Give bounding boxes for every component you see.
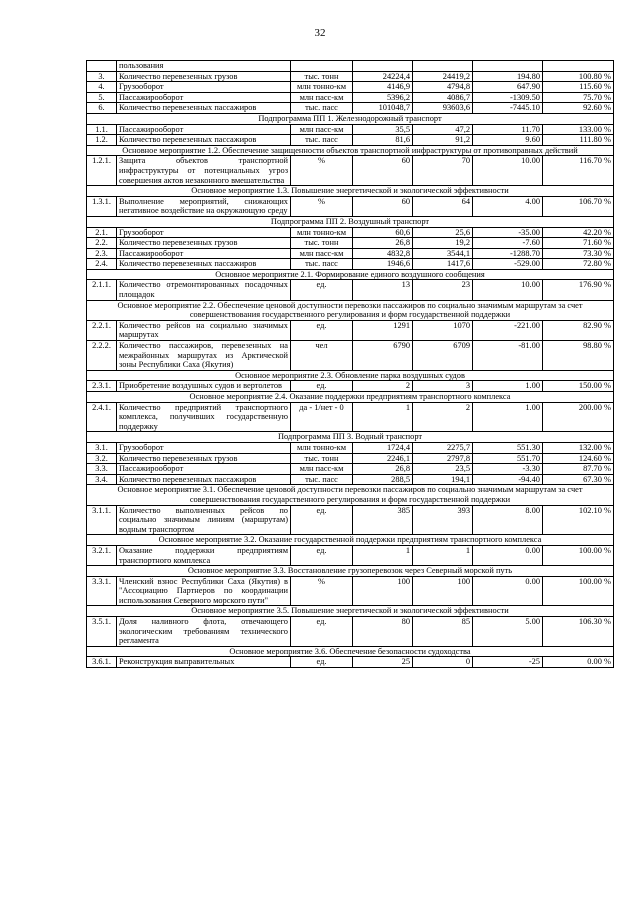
indicator-name: Количество перевезенных грузов bbox=[117, 238, 291, 249]
completion-percent: 124.60 % bbox=[543, 453, 614, 464]
row-number: 2.3.1. bbox=[87, 381, 117, 392]
table-row bbox=[87, 248, 614, 259]
deviation-value: -7.60 bbox=[473, 238, 543, 249]
section-header-row bbox=[87, 113, 614, 124]
section-header-row bbox=[87, 646, 614, 657]
completion-percent: 133.00 % bbox=[543, 124, 614, 135]
indicator-name: пользования bbox=[117, 61, 291, 72]
unit-of-measure: ед. bbox=[291, 657, 353, 668]
empty-cell bbox=[543, 61, 614, 72]
indicator-name: Защита объектов транспортной инфраструктуры от потенциальных угроз совершения актов незаконного вмешательства bbox=[117, 156, 291, 186]
row-number: 3.1.1. bbox=[87, 505, 117, 535]
deviation-value: 8.00 bbox=[473, 505, 543, 535]
table-row bbox=[87, 259, 614, 270]
table-row bbox=[87, 156, 614, 186]
actual-value: 25,6 bbox=[413, 227, 473, 238]
unit-of-measure: тыс. тонн bbox=[291, 453, 353, 464]
planned-value: 101048,7 bbox=[353, 103, 413, 114]
actual-value: 6709 bbox=[413, 341, 473, 371]
section-title: Основное мероприятие 2.2. Обеспечение ценовой доступности перевозки пассажиров по социально значимым маршрутам за счет совершенствования государственного регулирования и форм государственной поддержки bbox=[87, 300, 614, 320]
planned-value: 1 bbox=[353, 402, 413, 432]
deviation-value: -1288.70 bbox=[473, 248, 543, 259]
empty-cell bbox=[473, 61, 543, 72]
completion-percent: 98.80 % bbox=[543, 341, 614, 371]
completion-percent: 92.60 % bbox=[543, 103, 614, 114]
row-number: 1.2.1. bbox=[87, 156, 117, 186]
section-title: Основное мероприятие 2.4. Оказание поддержки предприятиям транспортного комплекса bbox=[87, 392, 614, 403]
actual-value: 2 bbox=[413, 402, 473, 432]
completion-percent: 116.70 % bbox=[543, 156, 614, 186]
deviation-value: -81.00 bbox=[473, 341, 543, 371]
section-header-row bbox=[87, 535, 614, 546]
indicator-name: Количество рейсов на социально значимых маршрутах bbox=[117, 320, 291, 340]
completion-percent: 100.00 % bbox=[543, 576, 614, 606]
deviation-value: -221.00 bbox=[473, 320, 543, 340]
row-number: 2.2.2. bbox=[87, 341, 117, 371]
unit-of-measure: ед. bbox=[291, 505, 353, 535]
actual-value: 194,1 bbox=[413, 474, 473, 485]
unit-of-measure: тыс. пасс bbox=[291, 135, 353, 146]
indicator-name: Грузооборот bbox=[117, 227, 291, 238]
deviation-value: 0.00 bbox=[473, 576, 543, 606]
section-header-row bbox=[87, 392, 614, 403]
indicator-name: Количество выполненных рейсов по социально значимым линиям (маршрутам) водным транспортом bbox=[117, 505, 291, 535]
deviation-value: -7445.10 bbox=[473, 103, 543, 114]
row-number: 5. bbox=[87, 92, 117, 103]
row-number: 3.1. bbox=[87, 442, 117, 453]
planned-value: 26,8 bbox=[353, 464, 413, 475]
actual-value: 23 bbox=[413, 280, 473, 300]
unit-of-measure: да - 1/нет - 0 bbox=[291, 402, 353, 432]
indicators-table bbox=[86, 60, 614, 668]
planned-value: 1 bbox=[353, 545, 413, 565]
completion-percent: 0.00 % bbox=[543, 657, 614, 668]
deviation-value: -35.00 bbox=[473, 227, 543, 238]
table-row bbox=[87, 135, 614, 146]
unit-of-measure: ед. bbox=[291, 280, 353, 300]
row-number: 3.5.1. bbox=[87, 617, 117, 647]
table-row bbox=[87, 464, 614, 475]
section-header-row bbox=[87, 269, 614, 280]
unit-of-measure: млн пасс-км bbox=[291, 248, 353, 259]
table-row bbox=[87, 280, 614, 300]
completion-percent: 100.00 % bbox=[543, 545, 614, 565]
actual-value: 3544,1 bbox=[413, 248, 473, 259]
row-number: 2.1. bbox=[87, 227, 117, 238]
indicator-name: Количество перевезенных грузов bbox=[117, 71, 291, 82]
table-row bbox=[87, 474, 614, 485]
unit-of-measure: % bbox=[291, 196, 353, 216]
row-number: 1.1. bbox=[87, 124, 117, 135]
table-row bbox=[87, 657, 614, 668]
deviation-value: 647.90 bbox=[473, 82, 543, 93]
actual-value: 1 bbox=[413, 545, 473, 565]
table-row bbox=[87, 442, 614, 453]
section-title: Основное мероприятие 1.2. Обеспечение защищенности объектов транспортной инфраструктуры от противоправных действий bbox=[87, 145, 614, 156]
section-header-row bbox=[87, 186, 614, 197]
completion-percent: 132.00 % bbox=[543, 442, 614, 453]
planned-value: 1946,6 bbox=[353, 259, 413, 270]
indicator-name: Выполнение мероприятий, снижающих негативное воздействие на окружающую среду bbox=[117, 196, 291, 216]
row-number: 4. bbox=[87, 82, 117, 93]
planned-value: 288,5 bbox=[353, 474, 413, 485]
indicator-name: Грузооборот bbox=[117, 442, 291, 453]
deviation-value: 194.80 bbox=[473, 71, 543, 82]
unit-of-measure: ед. bbox=[291, 617, 353, 647]
planned-value: 25 bbox=[353, 657, 413, 668]
section-title: Основное мероприятие 2.1. Формирование единого воздушного сообщения bbox=[87, 269, 614, 280]
deviation-value: 10.00 bbox=[473, 280, 543, 300]
completion-percent: 42.20 % bbox=[543, 227, 614, 238]
indicator-name: Количество перевезенных пассажиров bbox=[117, 474, 291, 485]
table-row bbox=[87, 453, 614, 464]
actual-value: 0 bbox=[413, 657, 473, 668]
deviation-value: 1.00 bbox=[473, 402, 543, 432]
table-row bbox=[87, 576, 614, 606]
actual-value: 393 bbox=[413, 505, 473, 535]
table-row bbox=[87, 196, 614, 216]
unit-of-measure: % bbox=[291, 576, 353, 606]
actual-value: 2797,8 bbox=[413, 453, 473, 464]
unit-of-measure: млн тонно-км bbox=[291, 442, 353, 453]
indicator-name: Количество предприятий транспортного комплекса, получивших государственную поддержку bbox=[117, 402, 291, 432]
section-header-row bbox=[87, 370, 614, 381]
section-title: Основное мероприятие 3.1. Обеспечение ценовой доступности перевозки пассажиров по социально значимым маршрутам за счет совершенствования государственного регулирования и форм государственной поддержки bbox=[87, 485, 614, 505]
deviation-value: 551.30 bbox=[473, 442, 543, 453]
table-row bbox=[87, 381, 614, 392]
planned-value: 26,8 bbox=[353, 238, 413, 249]
section-header-row bbox=[87, 432, 614, 443]
completion-percent: 71.60 % bbox=[543, 238, 614, 249]
planned-value: 24224,4 bbox=[353, 71, 413, 82]
actual-value: 3 bbox=[413, 381, 473, 392]
deviation-value: -529.00 bbox=[473, 259, 543, 270]
indicator-name: Пассажирооборот bbox=[117, 248, 291, 259]
deviation-value: 11.70 bbox=[473, 124, 543, 135]
row-number: 3.2.1. bbox=[87, 545, 117, 565]
section-title: Основное мероприятие 3.6. Обеспечение безопасности судоходства bbox=[87, 646, 614, 657]
row-number: 3.4. bbox=[87, 474, 117, 485]
completion-percent: 150.00 % bbox=[543, 381, 614, 392]
row-number: 2.4. bbox=[87, 259, 117, 270]
table-row bbox=[87, 103, 614, 114]
section-title: Основное мероприятие 1.3. Повышение энергетической и экологической эффективности bbox=[87, 186, 614, 197]
unit-of-measure: ед. bbox=[291, 320, 353, 340]
completion-percent: 87.70 % bbox=[543, 464, 614, 475]
unit-of-measure: тыс. пасс bbox=[291, 103, 353, 114]
empty-cell bbox=[291, 61, 353, 72]
row-number: 1.3.1. bbox=[87, 196, 117, 216]
actual-value: 85 bbox=[413, 617, 473, 647]
section-header-row bbox=[87, 566, 614, 577]
table-row bbox=[87, 238, 614, 249]
row-number: 2.2. bbox=[87, 238, 117, 249]
indicator-name: Приобретение воздушных судов и вертолетов bbox=[117, 381, 291, 392]
completion-percent: 106.30 % bbox=[543, 617, 614, 647]
section-title: Подпрограмма ПП 3. Водный транспорт bbox=[87, 432, 614, 443]
section-title: Основное мероприятие 3.5. Повышение энергетической и экологической эффективности bbox=[87, 606, 614, 617]
table-row bbox=[87, 124, 614, 135]
row-number: 2.3. bbox=[87, 248, 117, 259]
indicator-name: Количество перевезенных пассажиров bbox=[117, 103, 291, 114]
unit-of-measure: млн пасс-км bbox=[291, 464, 353, 475]
planned-value: 4832,8 bbox=[353, 248, 413, 259]
indicator-name: Реконструкция выправительных bbox=[117, 657, 291, 668]
row-number: 3.3. bbox=[87, 464, 117, 475]
completion-percent: 72.80 % bbox=[543, 259, 614, 270]
indicator-name: Количество перевезенных грузов bbox=[117, 453, 291, 464]
actual-value: 2275,7 bbox=[413, 442, 473, 453]
deviation-value: 9.60 bbox=[473, 135, 543, 146]
deviation-value: 4.00 bbox=[473, 196, 543, 216]
planned-value: 60 bbox=[353, 156, 413, 186]
planned-value: 4146,9 bbox=[353, 82, 413, 93]
actual-value: 93603,6 bbox=[413, 103, 473, 114]
indicator-name: Членский взнос Республики Саха (Якутия) в "Ассоциацию Партнеров по координации использования Северного морского пути" bbox=[117, 576, 291, 606]
deviation-value: 10.00 bbox=[473, 156, 543, 186]
deviation-value: 1.00 bbox=[473, 381, 543, 392]
section-header-row bbox=[87, 606, 614, 617]
unit-of-measure: тыс. пасс bbox=[291, 474, 353, 485]
table-row bbox=[87, 227, 614, 238]
unit-of-measure: млн пасс-км bbox=[291, 124, 353, 135]
unit-of-measure: ед. bbox=[291, 545, 353, 565]
completion-percent: 82.90 % bbox=[543, 320, 614, 340]
unit-of-measure: млн пасс-км bbox=[291, 92, 353, 103]
empty-cell bbox=[413, 61, 473, 72]
planned-value: 81,6 bbox=[353, 135, 413, 146]
deviation-value: -1309.50 bbox=[473, 92, 543, 103]
completion-percent: 200.00 % bbox=[543, 402, 614, 432]
table-row-continuation bbox=[87, 61, 614, 72]
unit-of-measure: % bbox=[291, 156, 353, 186]
indicator-name: Пассажирооборот bbox=[117, 92, 291, 103]
actual-value: 1070 bbox=[413, 320, 473, 340]
row-number: 3.6.1. bbox=[87, 657, 117, 668]
actual-value: 23,5 bbox=[413, 464, 473, 475]
completion-percent: 111.80 % bbox=[543, 135, 614, 146]
planned-value: 1724,4 bbox=[353, 442, 413, 453]
actual-value: 4794,8 bbox=[413, 82, 473, 93]
table-row bbox=[87, 505, 614, 535]
indicator-name: Оказание поддержки предприятиям транспортного комплекса bbox=[117, 545, 291, 565]
indicator-name: Количество перевезенных пассажиров bbox=[117, 135, 291, 146]
table-row bbox=[87, 545, 614, 565]
empty-cell bbox=[353, 61, 413, 72]
completion-percent: 73.30 % bbox=[543, 248, 614, 259]
row-number bbox=[87, 61, 117, 72]
actual-value: 4086,7 bbox=[413, 92, 473, 103]
planned-value: 35,5 bbox=[353, 124, 413, 135]
actual-value: 19,2 bbox=[413, 238, 473, 249]
planned-value: 1291 bbox=[353, 320, 413, 340]
deviation-value: 5.00 bbox=[473, 617, 543, 647]
table-row bbox=[87, 71, 614, 82]
planned-value: 60,6 bbox=[353, 227, 413, 238]
planned-value: 385 bbox=[353, 505, 413, 535]
section-header-row bbox=[87, 145, 614, 156]
actual-value: 100 bbox=[413, 576, 473, 606]
actual-value: 64 bbox=[413, 196, 473, 216]
planned-value: 2 bbox=[353, 381, 413, 392]
table-row bbox=[87, 341, 614, 371]
section-title: Основное мероприятие 3.2. Оказание государственной поддержки предприятиям транспортного комплекса bbox=[87, 535, 614, 546]
planned-value: 6790 bbox=[353, 341, 413, 371]
planned-value: 5396,2 bbox=[353, 92, 413, 103]
actual-value: 91,2 bbox=[413, 135, 473, 146]
row-number: 2.1.1. bbox=[87, 280, 117, 300]
completion-percent: 67.30 % bbox=[543, 474, 614, 485]
planned-value: 100 bbox=[353, 576, 413, 606]
actual-value: 24419,2 bbox=[413, 71, 473, 82]
section-title: Подпрограмма ПП 2. Воздушный транспорт bbox=[87, 216, 614, 227]
completion-percent: 100.80 % bbox=[543, 71, 614, 82]
unit-of-measure: тыс. пасс bbox=[291, 259, 353, 270]
unit-of-measure: ед. bbox=[291, 381, 353, 392]
row-number: 3.2. bbox=[87, 453, 117, 464]
indicator-name: Доля наливного флота, отвечающего экологическим требованиям технического регламента bbox=[117, 617, 291, 647]
unit-of-measure: млн тонно-км bbox=[291, 82, 353, 93]
planned-value: 60 bbox=[353, 196, 413, 216]
row-number: 3. bbox=[87, 71, 117, 82]
deviation-value: -3.30 bbox=[473, 464, 543, 475]
section-title: Подпрограмма ПП 1. Железнодорожный транспорт bbox=[87, 113, 614, 124]
planned-value: 80 bbox=[353, 617, 413, 647]
section-header-row bbox=[87, 216, 614, 227]
actual-value: 1417,6 bbox=[413, 259, 473, 270]
completion-percent: 176.90 % bbox=[543, 280, 614, 300]
unit-of-measure: млн тонно-км bbox=[291, 227, 353, 238]
completion-percent: 75.70 % bbox=[543, 92, 614, 103]
row-number: 6. bbox=[87, 103, 117, 114]
indicator-name: Количество отремонтированных посадочных площадок bbox=[117, 280, 291, 300]
table-row bbox=[87, 617, 614, 647]
table-row bbox=[87, 92, 614, 103]
deviation-value: -94.40 bbox=[473, 474, 543, 485]
actual-value: 70 bbox=[413, 156, 473, 186]
planned-value: 2246,1 bbox=[353, 453, 413, 464]
planned-value: 13 bbox=[353, 280, 413, 300]
row-number: 3.3.1. bbox=[87, 576, 117, 606]
section-header-row bbox=[87, 300, 614, 320]
completion-percent: 106.70 % bbox=[543, 196, 614, 216]
deviation-value: 551.70 bbox=[473, 453, 543, 464]
table-row bbox=[87, 82, 614, 93]
completion-percent: 102.10 % bbox=[543, 505, 614, 535]
section-title: Основное мероприятие 3.3. Восстановление грузоперевозок через Северный морской путь bbox=[87, 566, 614, 577]
deviation-value: 0.00 bbox=[473, 545, 543, 565]
row-number: 2.4.1. bbox=[87, 402, 117, 432]
indicator-name: Количество перевезенных пассажиров bbox=[117, 259, 291, 270]
row-number: 2.2.1. bbox=[87, 320, 117, 340]
deviation-value: -25 bbox=[473, 657, 543, 668]
actual-value: 47,2 bbox=[413, 124, 473, 135]
indicator-name: Количество пассажиров, перевезенных на межрайонных маршрутах из Арктической зоны Республики Саха (Якутия) bbox=[117, 341, 291, 371]
indicator-name: Пассажирооборот bbox=[117, 124, 291, 135]
table-row bbox=[87, 402, 614, 432]
row-number: 1.2. bbox=[87, 135, 117, 146]
section-title: Основное мероприятие 2.3. Обновление парка воздушных судов bbox=[87, 370, 614, 381]
table-row bbox=[87, 320, 614, 340]
unit-of-measure: тыс. тонн bbox=[291, 238, 353, 249]
section-header-row bbox=[87, 485, 614, 505]
indicator-name: Грузооборот bbox=[117, 82, 291, 93]
unit-of-measure: тыс. тонн bbox=[291, 71, 353, 82]
page-number: 32 bbox=[314, 27, 326, 39]
unit-of-measure: чел bbox=[291, 341, 353, 371]
indicator-name: Пассажирооборот bbox=[117, 464, 291, 475]
completion-percent: 115.60 % bbox=[543, 82, 614, 93]
